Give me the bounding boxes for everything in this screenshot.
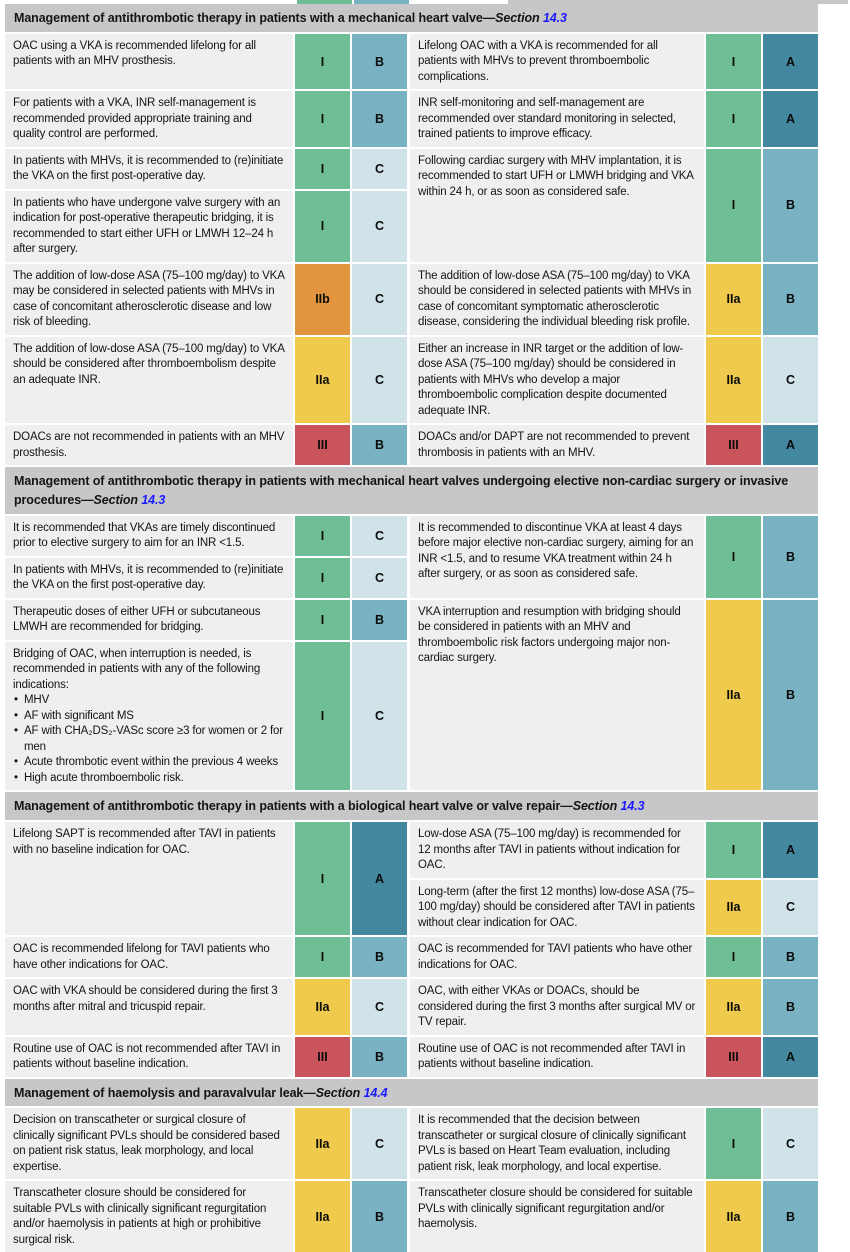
recommendation-row-group bbox=[5, 149, 818, 262]
section-title: Management of haemolysis and paravalvular leak bbox=[14, 1085, 304, 1100]
recommendation-text-cell bbox=[410, 1037, 704, 1077]
recommendation-text: Transcatheter closure should be considered for suitable PVLs with clinically significant regurgitation and/or haemolysis. bbox=[418, 1187, 693, 1231]
class-of-recommendation-cell: I bbox=[295, 149, 350, 189]
section-number-link[interactable]: 14.3 bbox=[141, 493, 166, 507]
recommendation-row bbox=[5, 91, 407, 147]
recommendation-row bbox=[410, 149, 818, 262]
recommendation-text: Decision on transcatheter or surgical closure of clinically significant PVLs should be considered based on patient risk status, leak morphology, and local expertise. bbox=[13, 1114, 280, 1173]
recommendation-text-cell bbox=[5, 642, 293, 791]
level-of-evidence-cell: A bbox=[352, 822, 407, 935]
recommendation-text-cell bbox=[410, 1181, 704, 1252]
section-header-bar bbox=[5, 792, 818, 820]
section-dash: — bbox=[482, 11, 496, 25]
right-column bbox=[410, 979, 818, 1035]
left-column bbox=[5, 516, 407, 598]
recommendation-text-cell bbox=[5, 979, 293, 1035]
recommendation-row bbox=[410, 34, 818, 90]
right-column bbox=[410, 425, 818, 465]
right-column bbox=[410, 91, 818, 147]
class-of-recommendation-cell: IIa bbox=[706, 979, 761, 1035]
left-column bbox=[5, 937, 407, 977]
recommendation-text-cell bbox=[410, 1108, 704, 1179]
recommendation-row bbox=[410, 600, 818, 791]
class-of-recommendation-cell: IIa bbox=[295, 1108, 350, 1179]
recommendation-text-cell bbox=[5, 264, 293, 335]
recommendation-text: The addition of low-dose ASA (75–100 mg/day) to VKA may be considered in selected patients with MHVs in case of concomitant atherosclerotic disease and low risk of bleeding. bbox=[13, 269, 285, 329]
recommendation-row-group bbox=[5, 34, 818, 90]
level-of-evidence-cell: C bbox=[352, 516, 407, 556]
recommendation-text: OAC is recommended for TAVI patients who have other indications for OAC. bbox=[418, 943, 693, 971]
level-of-evidence-cell: B bbox=[763, 937, 818, 977]
class-of-recommendation-cell: I bbox=[295, 558, 350, 598]
right-column bbox=[410, 149, 818, 262]
section-label: Section bbox=[495, 11, 540, 25]
bullet-item: • MHV bbox=[13, 693, 285, 709]
recommendations-table bbox=[5, 4, 818, 1252]
recommendation-text: In patients with MHVs, it is recommended to (re)initiate the VKA on the first post-operative day. bbox=[13, 563, 284, 592]
right-column bbox=[410, 1108, 818, 1179]
recommendation-text: OAC is recommended lifelong for TAVI patients who have other indications for OAC. bbox=[13, 943, 270, 971]
recommendation-row bbox=[5, 1108, 407, 1179]
recommendation-text-cell bbox=[5, 425, 293, 465]
recommendation-text-cell bbox=[5, 600, 293, 640]
left-column bbox=[5, 1108, 407, 1179]
recommendation-row bbox=[5, 34, 407, 90]
section-label: Section bbox=[93, 493, 138, 507]
class-of-recommendation-cell: IIa bbox=[706, 337, 761, 424]
recommendation-text-cell bbox=[5, 822, 293, 935]
left-column bbox=[5, 979, 407, 1035]
recommendation-row-group bbox=[5, 600, 818, 791]
right-column bbox=[410, 600, 818, 791]
class-of-recommendation-cell: IIa bbox=[295, 1181, 350, 1252]
recommendation-text: Routine use of OAC is not recommended after TAVI in patients without baseline indication. bbox=[418, 1042, 686, 1070]
level-of-evidence-cell: B bbox=[763, 1181, 818, 1252]
right-column bbox=[410, 516, 818, 598]
level-of-evidence-cell: C bbox=[352, 1108, 407, 1179]
level-of-evidence-cell: B bbox=[763, 149, 818, 262]
recommendation-row-group bbox=[5, 979, 818, 1035]
recommendation-row-group bbox=[5, 91, 818, 147]
recommendation-text-cell bbox=[5, 191, 293, 262]
left-column bbox=[5, 91, 407, 147]
level-of-evidence-cell: B bbox=[763, 516, 818, 598]
recommendation-text: Transcatheter closure should be considered for suitable PVLs with clinically significant regurgitation and/or haemolysis in patients at high or prohibitive surgical risk. bbox=[13, 1187, 267, 1246]
bullet-item: • High acute thromboembolic risk. bbox=[13, 771, 285, 787]
recommendation-text-cell bbox=[5, 91, 293, 147]
level-of-evidence-cell: B bbox=[352, 1181, 407, 1252]
level-of-evidence-cell: C bbox=[763, 1108, 818, 1179]
recommendation-row bbox=[410, 264, 818, 335]
recommendation-text: OAC with VKA should be considered during the first 3 months after mitral and tricuspid repair. bbox=[13, 985, 278, 1013]
recommendation-row bbox=[5, 600, 407, 640]
recommendation-row bbox=[5, 979, 407, 1035]
section-dash: — bbox=[303, 1085, 316, 1100]
section-header-bar bbox=[5, 4, 818, 32]
recommendation-text: For patients with a VKA, INR self-management is recommended provided appropriate training and quality control are performed. bbox=[13, 97, 256, 141]
class-of-recommendation-cell: I bbox=[706, 91, 761, 147]
recommendation-text: In patients with MHVs, it is recommended to (re)initiate the VKA on the first post-operative day. bbox=[13, 154, 284, 183]
left-column bbox=[5, 822, 407, 935]
left-column bbox=[5, 337, 407, 424]
section-number-link[interactable]: 14.3 bbox=[620, 799, 645, 814]
recommendation-text: Bridging of OAC, when interruption is needed, is recommended in patients with any of the following indications: bbox=[13, 647, 261, 691]
class-of-recommendation-cell: IIa bbox=[706, 1181, 761, 1252]
recommendation-text-cell bbox=[5, 1037, 293, 1077]
recommendation-row bbox=[410, 937, 818, 977]
recommendation-row bbox=[5, 191, 407, 262]
recommendation-row bbox=[410, 1108, 818, 1179]
recommendation-row bbox=[410, 979, 818, 1035]
right-column bbox=[410, 937, 818, 977]
section-title: Management of antithrombotic therapy in patients with a mechanical heart valve bbox=[14, 11, 483, 25]
recommendation-text: DOACs and/or DAPT are not recommended to prevent thrombosis in patients with an MHV. bbox=[418, 431, 690, 459]
recommendation-row-group bbox=[5, 516, 818, 598]
recommendation-text-cell bbox=[5, 1108, 293, 1179]
right-column bbox=[410, 1037, 818, 1077]
recommendation-row bbox=[5, 149, 407, 189]
left-column bbox=[5, 149, 407, 262]
class-of-recommendation-cell: IIa bbox=[706, 264, 761, 335]
class-of-recommendation-cell: I bbox=[295, 91, 350, 147]
level-of-evidence-cell: B bbox=[352, 937, 407, 977]
level-of-evidence-cell: B bbox=[352, 34, 407, 90]
class-of-recommendation-cell: I bbox=[295, 937, 350, 977]
level-of-evidence-cell: B bbox=[352, 600, 407, 640]
recommendation-text: OAC, with either VKAs or DOACs, should be considered during the first 3 months after surgical MV or TV repair. bbox=[418, 985, 696, 1028]
section-header-bar bbox=[5, 467, 818, 514]
level-of-evidence-cell: C bbox=[352, 191, 407, 262]
recommendation-text: Routine use of OAC is not recommended after TAVI in patients without baseline indication. bbox=[13, 1042, 281, 1070]
recommendation-text-cell bbox=[410, 600, 704, 791]
recommendation-row bbox=[410, 91, 818, 147]
class-of-recommendation-cell: I bbox=[706, 149, 761, 262]
level-of-evidence-cell: B bbox=[763, 979, 818, 1035]
recommendation-row bbox=[5, 516, 407, 556]
recommendation-text: Lifelong OAC with a VKA is recommended for all patients with MHVs to prevent thromboembolic complications. bbox=[418, 39, 658, 83]
class-of-recommendation-cell: I bbox=[295, 822, 350, 935]
recommendation-text: Either an increase in INR target or the addition of low-dose ASA (75–100 mg/day) should be considered in patients with MHVs who develop a major thromboembolic complication despite documented adequate INR. bbox=[418, 342, 684, 417]
level-of-evidence-cell: A bbox=[763, 1037, 818, 1077]
section-label: Section bbox=[315, 1085, 361, 1100]
recommendation-text: Lifelong SAPT is recommended after TAVI in patients with no baseline indication for OAC. bbox=[13, 828, 276, 856]
class-of-recommendation-cell: I bbox=[706, 34, 761, 90]
class-of-recommendation-cell: I bbox=[295, 516, 350, 556]
level-of-evidence-cell: C bbox=[352, 642, 407, 791]
class-of-recommendation-cell: I bbox=[295, 600, 350, 640]
recommendation-text-cell bbox=[410, 822, 704, 878]
class-of-recommendation-cell: I bbox=[295, 642, 350, 791]
level-of-evidence-cell: C bbox=[352, 558, 407, 598]
recommendation-row-group bbox=[5, 1108, 818, 1179]
class-of-recommendation-cell: IIa bbox=[295, 337, 350, 424]
recommendation-text: It is recommended that the decision between transcatheter or surgical closure of clinically significant PVLs is based on Heart Team evaluation, including patient risk, leak morphology, and local expertise. bbox=[418, 1114, 686, 1173]
recommendation-text-cell bbox=[5, 516, 293, 556]
left-column bbox=[5, 1181, 407, 1252]
class-of-recommendation-cell: IIa bbox=[706, 880, 761, 936]
recommendation-row bbox=[5, 425, 407, 465]
recommendation-text: The addition of low-dose ASA (75–100 mg/day) to VKA should be considered in selected patients with MHVs in case of concomitant symptomatic atherosclerotic disease, considering the individual bleeding risk profile. bbox=[418, 269, 692, 329]
recommendation-row bbox=[5, 558, 407, 598]
recommendation-row bbox=[5, 1037, 407, 1077]
level-of-evidence-cell: B bbox=[763, 264, 818, 335]
recommendation-text-cell bbox=[410, 264, 704, 335]
recommendation-text: Therapeutic doses of either UFH or subcutaneous LMWH are recommended for bridging. bbox=[13, 605, 261, 634]
recommendation-text-cell bbox=[410, 516, 704, 598]
class-of-recommendation-cell: III bbox=[295, 1037, 350, 1077]
recommendation-text: DOACs are not recommended in patients with an MHV prosthesis. bbox=[13, 431, 285, 459]
section-title: Management of antithrombotic therapy in patients with a biological heart valve or valve repair bbox=[14, 799, 561, 814]
section-dash: — bbox=[81, 493, 94, 507]
recommendation-text-cell bbox=[5, 1181, 293, 1252]
recommendation-text: Low-dose ASA (75–100 mg/day) is recommended for 12 months after TAVI in patients without indication for OAC. bbox=[418, 828, 681, 871]
recommendation-text-cell bbox=[410, 34, 704, 90]
recommendation-text-cell bbox=[5, 937, 293, 977]
recommendation-text: It is recommended that VKAs are timely discontinued prior to elective surgery to aim for an INR <1.5. bbox=[13, 521, 276, 550]
section-dash: — bbox=[560, 799, 573, 814]
recommendation-text: VKA interruption and resumption with bridging should be considered in patients with an MHV and thromboembolic risk factors undergoing major non-cardiac surgery. bbox=[418, 605, 681, 665]
section-number-link[interactable]: 14.4 bbox=[363, 1085, 388, 1100]
level-of-evidence-cell: B bbox=[352, 91, 407, 147]
recommendation-row bbox=[5, 937, 407, 977]
recommendation-row bbox=[5, 822, 407, 935]
recommendation-row bbox=[410, 516, 818, 598]
right-column bbox=[410, 337, 818, 424]
recommendation-row-group bbox=[5, 425, 818, 465]
recommendation-text: OAC using a VKA is recommended lifelong for all patients with an MHV prosthesis. bbox=[13, 39, 256, 68]
class-of-recommendation-cell: III bbox=[706, 425, 761, 465]
recommendation-text-cell bbox=[410, 149, 704, 262]
recommendation-row-group bbox=[5, 264, 818, 335]
recommendation-text-cell bbox=[410, 337, 704, 424]
level-of-evidence-cell: B bbox=[352, 425, 407, 465]
recommendation-text: The addition of low-dose ASA (75–100 mg/day) to VKA should be considered after thromboembolism despite an adequate INR. bbox=[13, 342, 285, 386]
section-label: Section bbox=[572, 799, 618, 814]
right-column bbox=[410, 1181, 818, 1252]
recommendation-row bbox=[410, 822, 818, 878]
recommendation-row bbox=[5, 642, 407, 791]
section-number-link[interactable]: 14.3 bbox=[542, 11, 567, 25]
right-column bbox=[410, 822, 818, 935]
class-of-recommendation-cell: I bbox=[706, 822, 761, 878]
recommendation-row bbox=[410, 425, 818, 465]
recommendation-row bbox=[410, 1037, 818, 1077]
recommendation-text-cell bbox=[5, 149, 293, 189]
recommendation-row bbox=[5, 1181, 407, 1252]
recommendation-text-cell bbox=[5, 34, 293, 90]
recommendation-row-group bbox=[5, 937, 818, 977]
recommendation-row-group bbox=[5, 1037, 818, 1077]
recommendation-row bbox=[410, 880, 818, 936]
class-of-recommendation-cell: IIa bbox=[706, 600, 761, 791]
class-of-recommendation-cell: III bbox=[706, 1037, 761, 1077]
class-of-recommendation-cell: IIa bbox=[295, 979, 350, 1035]
class-of-recommendation-cell: III bbox=[295, 425, 350, 465]
recommendation-text: In patients who have undergone valve surgery with an indication for post-operative therapeutic bridging, it is recommended to start either UFH or LMWH 12–24 h after surgery. bbox=[13, 196, 281, 256]
recommendation-row-group bbox=[5, 822, 818, 935]
level-of-evidence-cell: C bbox=[763, 337, 818, 424]
level-of-evidence-cell: A bbox=[763, 425, 818, 465]
left-column bbox=[5, 264, 407, 335]
class-of-recommendation-cell: I bbox=[295, 34, 350, 90]
level-of-evidence-cell: C bbox=[352, 149, 407, 189]
level-of-evidence-cell: A bbox=[763, 34, 818, 90]
bullet-item: • AF with CHA₂DS₂-VASc score ≥3 for women or 2 for men bbox=[13, 724, 285, 755]
recommendation-text-cell bbox=[410, 91, 704, 147]
left-column bbox=[5, 600, 407, 791]
recommendation-text: INR self-monitoring and self-management are recommended over standard monitoring in selected, trained patients to improve efficacy. bbox=[418, 97, 676, 141]
recommendation-row-group bbox=[5, 337, 818, 424]
section-header-bar bbox=[5, 1079, 818, 1107]
level-of-evidence-cell: C bbox=[352, 264, 407, 335]
bullet-item: • AF with significant MS bbox=[13, 709, 285, 725]
recommendation-row bbox=[410, 1181, 818, 1252]
recommendation-row bbox=[5, 337, 407, 424]
recommendation-text: It is recommended to discontinue VKA at least 4 days before major elective non-cardiac surgery, aiming for an INR <1.5, and to resume VKA treatment within 24 h after surgery, or as soon as considered safe. bbox=[418, 521, 694, 581]
section-title: Management of antithrombotic therapy in patients with mechanical heart valves undergoing elective non-cardiac surgery or invasive procedures bbox=[14, 474, 789, 507]
level-of-evidence-cell: B bbox=[763, 600, 818, 791]
right-column bbox=[410, 264, 818, 335]
recommendation-row-group bbox=[5, 1181, 818, 1252]
class-of-recommendation-cell: I bbox=[706, 937, 761, 977]
recommendation-text-cell bbox=[410, 937, 704, 977]
class-of-recommendation-cell: I bbox=[706, 516, 761, 598]
level-of-evidence-cell: C bbox=[763, 880, 818, 936]
class-of-recommendation-cell: IIb bbox=[295, 264, 350, 335]
recommendation-text: Long-term (after the first 12 months) low-dose ASA (75–100 mg/day) should be considered after TAVI in patients without clear indication for OAC. bbox=[418, 885, 695, 929]
right-column bbox=[410, 34, 818, 90]
left-column bbox=[5, 34, 407, 90]
level-of-evidence-cell: A bbox=[763, 91, 818, 147]
level-of-evidence-cell: C bbox=[352, 979, 407, 1035]
recommendation-text-cell bbox=[5, 558, 293, 598]
recommendation-row bbox=[5, 264, 407, 335]
class-of-recommendation-cell: I bbox=[706, 1108, 761, 1179]
level-of-evidence-cell: A bbox=[763, 822, 818, 878]
recommendation-text-cell bbox=[410, 425, 704, 465]
left-column bbox=[5, 425, 407, 465]
recommendation-text-cell bbox=[410, 979, 704, 1035]
level-of-evidence-cell: B bbox=[352, 1037, 407, 1077]
left-column bbox=[5, 1037, 407, 1077]
recommendation-text-cell bbox=[5, 337, 293, 424]
recommendation-row bbox=[410, 337, 818, 424]
class-of-recommendation-cell: I bbox=[295, 191, 350, 262]
level-of-evidence-cell: C bbox=[352, 337, 407, 424]
recommendation-text-cell bbox=[410, 880, 704, 936]
bullet-item: • Acute thrombotic event within the previous 4 weeks bbox=[13, 755, 285, 771]
recommendation-text: Following cardiac surgery with MHV implantation, it is recommended to start UFH or LMWH bridging and VKA within 24 h, or as soon as considered safe. bbox=[418, 154, 694, 198]
